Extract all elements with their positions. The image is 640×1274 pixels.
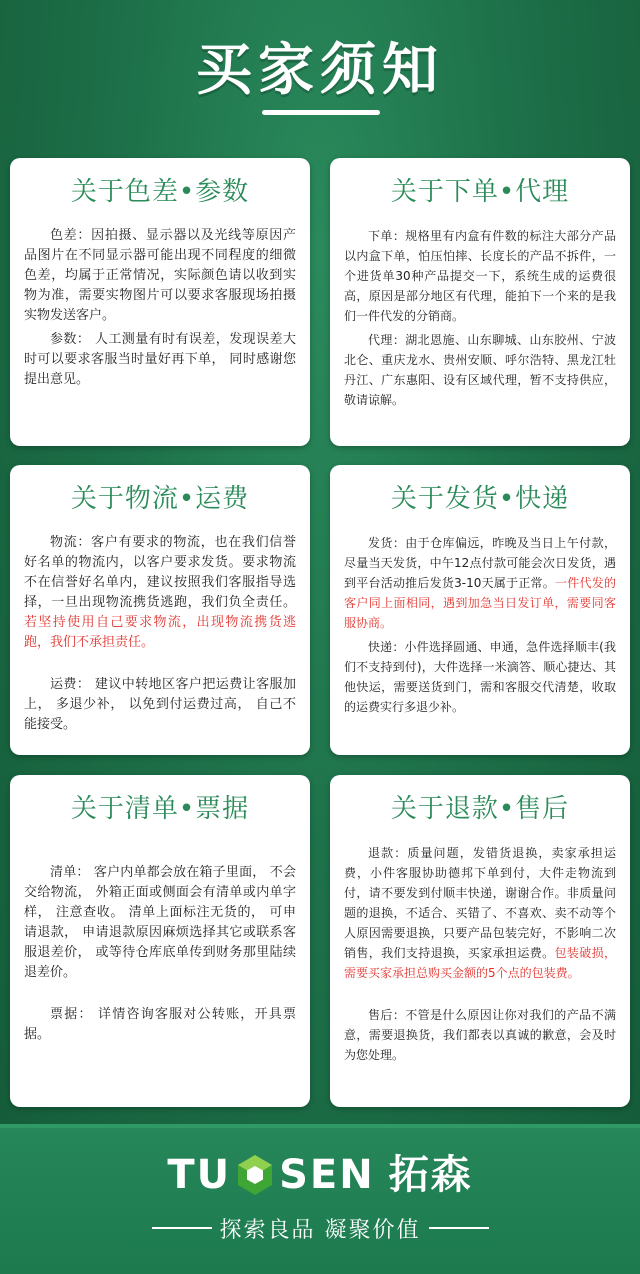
card-logistics-freight — [10, 465, 310, 755]
refund-warning: 包装破损，需要买家承担总购买金额的5个点的包装费。 — [344, 946, 616, 980]
card-title: 关于清单•票据 — [70, 794, 250, 824]
card-title: 关于发货•快递 — [390, 484, 570, 514]
logistics-warning: 若坚持使用自己要求物流，出现物流携货逃跑，我们不承担责任。 — [24, 615, 296, 650]
slogan-line-right — [429, 1227, 489, 1229]
paragraph-freight: 运费： 建议中转地区客户把运费让客服加上， 多退少补， 以免到付运费过高， 自己不能接受。 — [24, 677, 296, 732]
logo-text-part2: SEN — [279, 1152, 375, 1198]
hexagon-logo-icon — [235, 1153, 275, 1197]
card-body — [344, 226, 616, 410]
paragraph-color-difference: 色差：因拍摄、显示器以及光线等原因产品图片在不同显示器可能出现不同程度的细微色差，均属于正常情况，实际颜色请以收到实物为准，需要实物图片可以要求客服现场拍摄实物发送客户。 — [24, 228, 296, 323]
paragraph-agent: 代理：湖北恩施、山东聊城、山东胶州、宁波北仑、重庆龙水、贵州安顺、呼尔浩特、黑龙江牡丹江、广东惠阳、设有区域代理，暂不支持供应，敬请谅解。 — [344, 333, 616, 407]
logo-text-chinese: 拓森 — [388, 1152, 473, 1198]
card-order-agent — [330, 158, 630, 446]
card-title: 关于物流•运费 — [70, 484, 250, 514]
paragraph-logistics — [24, 533, 296, 653]
paragraph-aftersale: 售后：不管是什么原因让你对我们的产品不满意，需要退换货，我们都表以真诚的歉意，会及时为您处理。 — [344, 1008, 616, 1062]
slogan-row — [0, 1208, 640, 1248]
card-color-params — [10, 158, 310, 446]
card-refund-aftersale — [330, 775, 630, 1107]
paragraph-params: 参数： 人工测量有时有误差，发现误差大时可以要求客服当时量好再下单， 同时感谢您提出意见。 — [24, 332, 296, 387]
card-body — [24, 226, 296, 390]
card-body — [24, 533, 296, 735]
card-title: 关于色差•参数 — [70, 177, 250, 207]
logo-text-part1: TU — [167, 1152, 232, 1198]
brand-logo — [0, 1150, 640, 1200]
paragraph-order: 下单：规格里有内盒有件数的标注大部分产品以内盒下单，怕压怕摔、长度长的产品不拆件，一个进货单30种产品提交一下，系统生成的运费很高，原因是部分地区有代理，能拍下一个来的是我们一件代发的分销商。 — [344, 229, 616, 323]
shipping-warning: 一件代发的客户同上面相同，遇到加急当日发订单，需要同客服协商。 — [344, 576, 616, 630]
card-shipping-express — [330, 465, 630, 755]
paragraph-express: 快递：小件选择圆通、申通，急件选择顺丰(我们不支持到付)，大件选择一米滴答、顺心捷达、其他快运，需要送货到门，需和客服交代清楚，收取的运费实行多退少补。 — [344, 640, 616, 714]
header — [0, 0, 640, 150]
card-body — [24, 863, 296, 1045]
paragraph-invoice: 票据： 详情咨询客服对公转账，开具票据。 — [24, 1007, 296, 1042]
page-title: 买家须知 — [196, 38, 444, 103]
card-body — [344, 843, 616, 1065]
card-title: 关于退款•售后 — [390, 794, 570, 824]
card-body — [344, 533, 616, 717]
shipping-text: 发货：由于仓库偏远，昨晚及当日上午付款，尽量当天发货，中午12点付款可能会次日发货，遇到平台活动推后发货3-10天属于正常。 — [344, 536, 616, 590]
card-list-invoice — [10, 775, 310, 1107]
paragraph-refund — [344, 843, 616, 983]
paragraph-shipping — [344, 533, 616, 633]
slogan: 探索良品 凝聚价值 — [219, 1217, 421, 1243]
card-title: 关于下单•代理 — [390, 177, 570, 207]
paragraph-list: 清单： 客户内单都会放在箱子里面， 不会交给物流， 外箱正面或侧面会有清单或内单字样， 注意查收。 清单上面标注无货的， 可申请退款， 申请退款原因麻烦选择其它或联系客服退差价， 或等待仓库底单传到财务那里陆续退差价。 — [24, 865, 296, 980]
logistics-text: 物流：客户有要求的物流，也在我们信誉好名单的物流内，以客户要求发货。要求物流不在信誉好名单内，建议按照我们客服指导选择，一旦出现物流携货逃跑，我们负全责任。 — [24, 535, 296, 610]
slogan-line-left — [152, 1227, 212, 1229]
title-underline — [262, 110, 380, 115]
refund-text: 退款：质量问题，发错货退换，卖家承担运费，小件客服协助德邦下单到付，大件走物流到付，请不要发到付顺丰快递，谢谢合作。非质量问题的退换，不适合、买错了、不喜欢、卖不动等个人原因需要退换，只要产品包装完好，不影响二次销售，我们支持退换，买家承担运费。 — [344, 846, 616, 960]
